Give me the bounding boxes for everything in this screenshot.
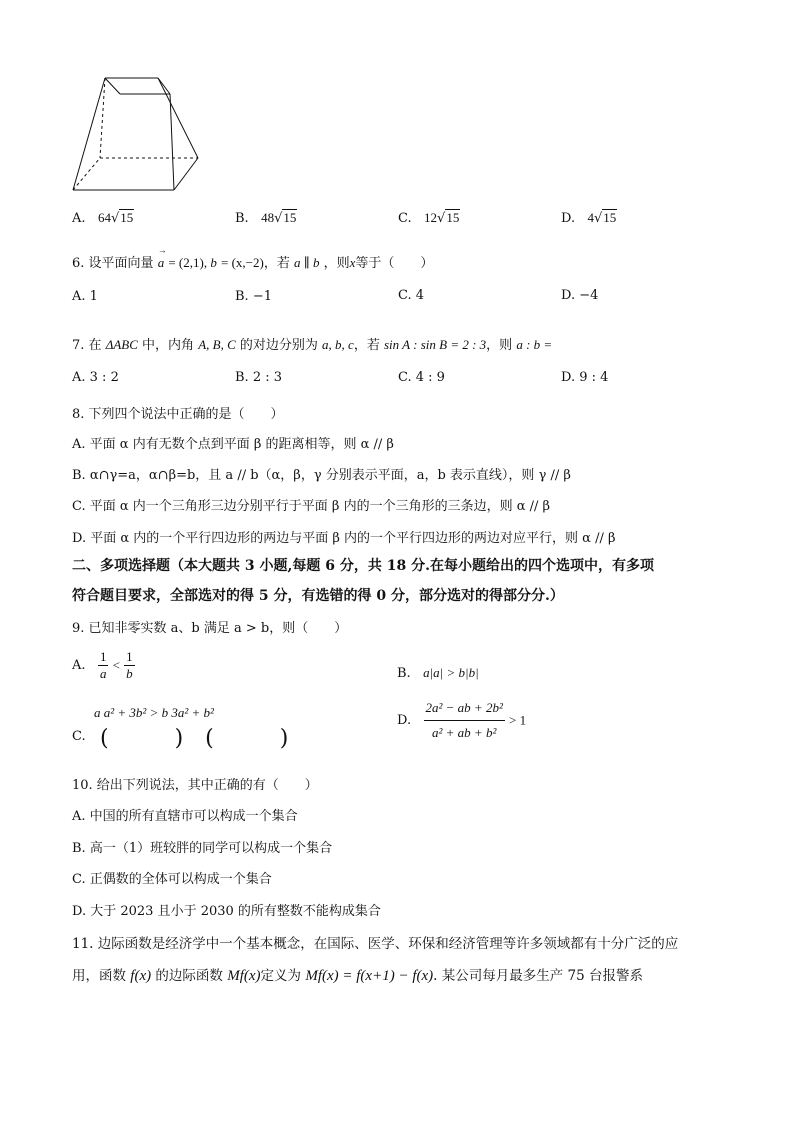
stem-text: 设平面向量	[88, 256, 154, 271]
question-number: 6.	[72, 256, 85, 271]
stem-text: 在	[88, 338, 102, 353]
q7-option-a[interactable]: A. 3 : 2	[72, 370, 119, 385]
vector-a: → a	[157, 245, 167, 270]
function-f: f(x)	[130, 968, 152, 984]
frustum-edge	[174, 158, 198, 190]
question-9-stem: 9. 已知非零实数 a、b 满足 a > b，则（ ）	[72, 621, 348, 636]
marginal-function: Mf(x)	[227, 968, 261, 984]
numerator: 2a² − ab + 2b²	[425, 700, 503, 715]
q10-option-d[interactable]: D. 大于 2023 且小于 2030 的所有整数不能构成集合	[72, 904, 381, 919]
question-8-stem: 8. 下列四个说法中正确的是（ ）	[72, 407, 284, 422]
option-label: A.	[72, 658, 86, 673]
q9-option-d[interactable]	[397, 700, 526, 741]
vector-b: b	[210, 255, 217, 270]
q6-option-d[interactable]: D. −4	[561, 288, 599, 303]
vector-a-value: = (2,1),	[168, 255, 211, 270]
question-11-line2	[72, 964, 643, 985]
q8-option-a[interactable]: A. 平面 α 内有无数个点到平面 β 的距离相等，则 α // β	[72, 437, 394, 452]
option-label: D.	[561, 211, 576, 226]
fraction-d	[424, 700, 505, 741]
section-2-heading-line2: 符合题目要求，全部选对的得 5 分，有选错的得 0 分，部分选对的得部分分.）	[72, 588, 564, 604]
option-c-expression: a a² + 3b² > b 3a² + b²	[94, 705, 214, 720]
option-label: D.	[397, 713, 412, 728]
q8-option-c[interactable]: C. 平面 α 内一个三角形三边分别平行于平面 β 内的一个三角形的三条边，则 α // β	[72, 499, 551, 514]
q5-option-d[interactable]: D. 4√15	[561, 210, 617, 226]
stem-text: 用，函数	[72, 968, 126, 984]
radicand: 15	[446, 210, 460, 225]
marginal-definition: Mf(x) = f(x+1) − f(x)	[305, 968, 434, 984]
stem-text: ，若	[353, 338, 380, 353]
option-value: 48	[261, 210, 275, 225]
fraction-1-over-b	[124, 649, 135, 682]
q6-option-b[interactable]: B. −1	[235, 289, 272, 304]
radicand: 15	[120, 210, 134, 225]
q6-option-c[interactable]: C. 4	[398, 288, 425, 303]
stem-text: ，若	[263, 256, 290, 271]
q5-option-c[interactable]: C. 12√15	[398, 210, 460, 226]
parallel-condition: a ∥ b	[293, 255, 320, 270]
abs-inequality: a|a| > b|b|	[423, 665, 479, 680]
frustum-hidden-edge	[100, 78, 105, 158]
less-than: <	[112, 657, 120, 673]
stem-text: ，则	[323, 256, 350, 271]
option-value: 12	[424, 210, 438, 225]
q10-option-c[interactable]: C. 正偶数的全体可以构成一个集合	[72, 872, 272, 887]
sides: a, b, c	[322, 337, 354, 352]
greater-than-one: > 1	[508, 712, 527, 728]
stem-text: . 某公司每月最多生产 75 台报警系	[433, 968, 643, 984]
frustum-edge	[105, 78, 120, 94]
stem-text: ，则	[486, 338, 513, 353]
vector-b-value: = (x,−2)	[220, 255, 264, 270]
ratio-ask: a : b =	[516, 337, 553, 352]
option-label: B.	[235, 211, 249, 226]
unknown-x: x	[349, 255, 356, 270]
option-label: A.	[72, 211, 86, 226]
q8-option-d[interactable]: D. 平面 α 内的一个平行四边形的两边与平面 β 内的一个平行四边形的两边对应平行，则 α // β	[72, 531, 616, 546]
option-c-parentheses: ( ) ( )	[100, 726, 289, 751]
option-value: 64	[97, 210, 111, 225]
denominator: b	[126, 666, 133, 681]
q7-option-d[interactable]: D. 9 : 4	[561, 370, 609, 385]
q5-option-b[interactable]: B. 48√15	[235, 210, 297, 226]
angles: A, B, C	[198, 337, 236, 352]
question-10-stem: 10. 给出下列说法，其中正确的有（ ）	[72, 778, 318, 793]
question-6-stem	[72, 245, 434, 271]
q7-option-c[interactable]: C. 4 : 9	[398, 370, 445, 385]
section-2-heading-line1: 二、多项选择题（本大题共 3 小题,每题 6 分，共 18 分.在每小题给出的四个选项中，有多项	[72, 558, 654, 574]
sine-ratio: sin A : sin B = 2 : 3	[383, 337, 487, 352]
q9-option-b[interactable]	[397, 665, 479, 681]
denominator: a	[99, 666, 107, 681]
q10-option-b[interactable]: B. 高一（1）班较胖的同学可以构成一个集合	[72, 841, 333, 856]
q6-option-a[interactable]: A. 1	[72, 289, 98, 304]
q8-option-b[interactable]: B. α∩γ=a，α∩β=b，且 a // b（α，β，γ 分别表示平面，a，b 表示直线），则 γ // β	[72, 468, 571, 483]
stem-text: 中，内角	[142, 338, 195, 353]
frustum-hidden-edge	[73, 158, 100, 190]
frustum-figure	[70, 72, 210, 192]
question-number: 7.	[72, 338, 85, 353]
numerator: 1	[126, 649, 133, 664]
q9-option-a[interactable]	[72, 649, 135, 682]
option-value: 4	[587, 210, 594, 225]
stem-text: 等于（ ）	[355, 256, 434, 271]
q7-option-b[interactable]: B. 2 : 3	[235, 370, 283, 385]
q5-option-a[interactable]: A. 64√15	[72, 210, 134, 226]
numerator: 1	[99, 649, 107, 664]
radicand: 15	[603, 210, 617, 225]
denominator: a² + ab + b²	[424, 720, 505, 741]
radicand: 15	[283, 210, 297, 225]
frustum-edge	[158, 78, 170, 94]
triangle-abc: ΔABC	[105, 337, 138, 352]
option-label: C.	[398, 211, 412, 226]
option-label: C.	[72, 729, 86, 744]
frustum-edge	[158, 78, 198, 158]
stem-text: 的边际函数	[155, 968, 223, 984]
q10-option-a[interactable]: A. 中国的所有直辖市可以构成一个集合	[72, 809, 298, 824]
option-label: B.	[397, 666, 411, 681]
fraction-1-over-a	[98, 649, 109, 682]
stem-text: 的对边分别为	[239, 338, 318, 353]
question-11-line1: 11. 边际函数是经济学中一个基本概念，在国际、医学、环保和经济管理等许多领域都有十分广泛的应	[72, 936, 679, 952]
question-7-stem	[72, 334, 552, 353]
stem-text: 定义为	[260, 968, 302, 984]
